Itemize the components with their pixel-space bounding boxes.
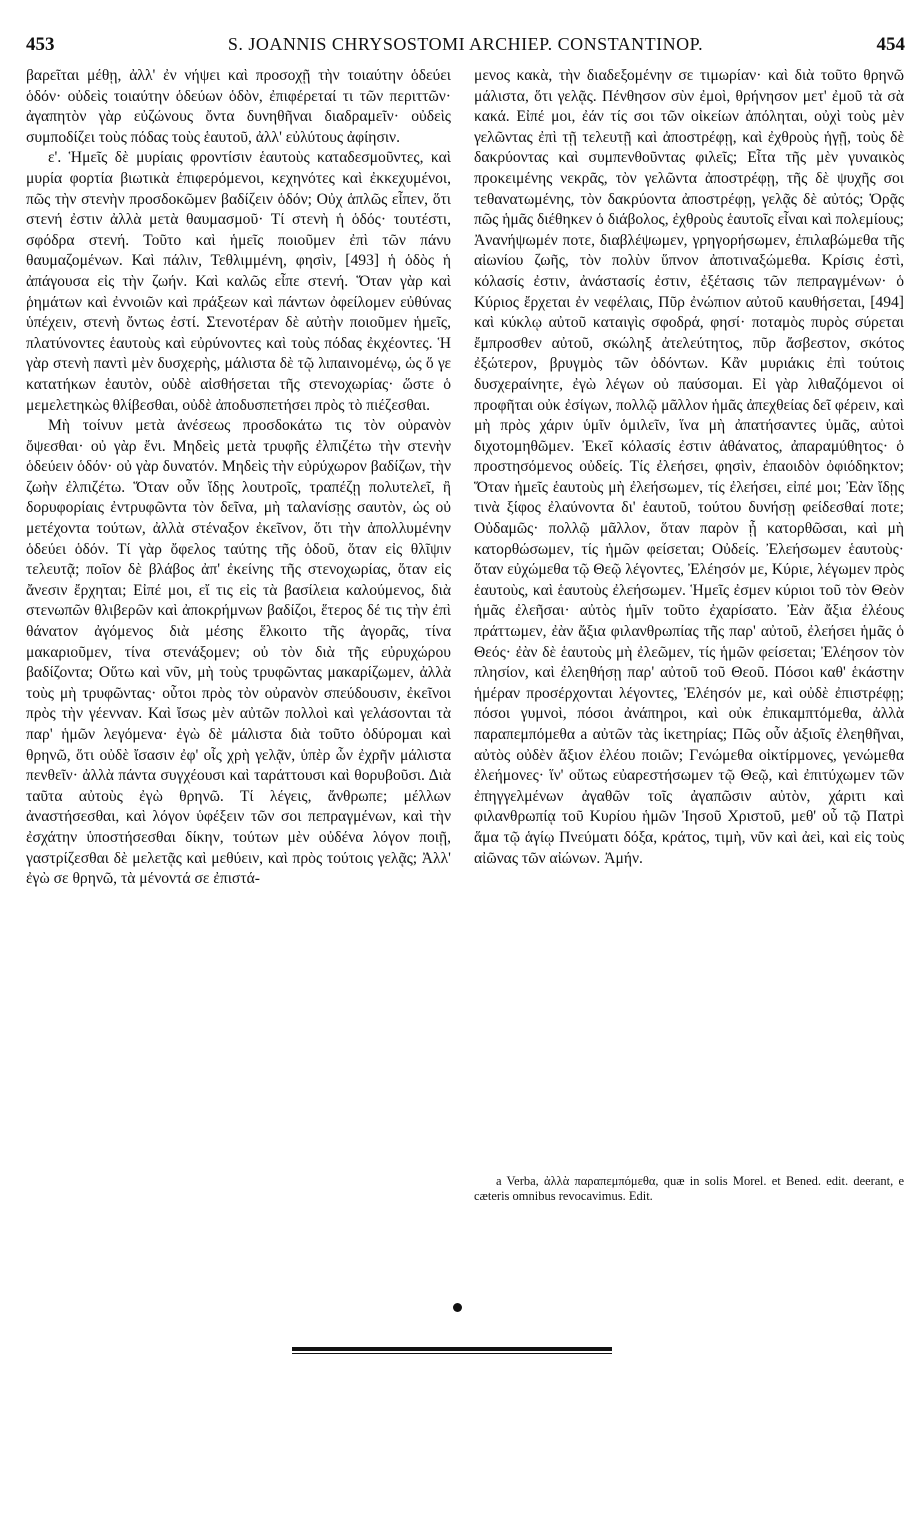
page-header	[26, 34, 905, 60]
right-paragraph-1: μενος κακὰ, τὴν διαδεξομένην σε τιμωρίαν· καὶ διὰ τοῦτο θρηνῶ μάλιστα, ὅτι γελᾷς. Πένθησον σὺν ἐμοὶ, θρήνησον μετ' ἐμοῦ τὰ σὰ κακά. Εἰπέ μοι, ἐάν τίς σοι τῶν οἰκείων ἀπόληται, οὐχὶ τοὺς μὲν γελῶντας ἐπὶ τῇ τελευτῇ καὶ ἀποστρέφῃ, καὶ ἐχθροὺς ἡγῇ, τοὺς δὲ δακρύοντας καὶ συμπενθοῦντας φιλεῖς; Εἶτα τῆς μὲν γυναικὸς προκειμένης νεκρᾶς, τὸν γελῶντα ἀποστρέφῃ, τῆς δὲ ψυχῆς σοι τεθανατωμένης, τὸν δακρύοντα ἀποστρέφῃ, γελᾷς δὲ αὐτός; Ὁρᾷς πῶς ἡμᾶς διέθηκεν ὁ διάβολος, ἐχθροὺς ἑαυτοῖς εἶναι καὶ πολεμίους; Ἀνανήψωμέν ποτε, διαβλέψωμεν, γρηγορήσωμεν, ἐπιλαβώμεθα τῆς αἰωνίου ζωῆς, τὸν πολὺν ὕπνον ἀποτιναξώμεθα. Κρίσις ἐστὶ, κόλασίς ἐστιν, ἀνάστασίς ἐστιν, ἐξέτασις τῶν πεπραγμένων· ὁ Κύριος ἔρχεται ἐν νεφέλαις, Πῦρ ἐνώπιον αὐτοῦ καυθήσεται, [494] καὶ κύκλῳ αὐτοῦ καταιγὶς σφοδρά, φησί· ποταμὸς πυρὸς σύρεται ἔμπροσθεν αὐτοῦ, σκώληξ ἀτελεύτητος, πῦρ ἄσβεστον, σκότος ἐξώτερον, βρυγμὸς τῶν ὀδόντων. Κἂν μυριάκις ἐπὶ τούτοις δυσχεραίνητε, ἐγὼ λέγων οὐ παύσομαι. Εἰ γὰρ λιθαζόμενοι οἱ προφῆται οὐκ ἐσίγων, πολλῷ μᾶλλον ἡμᾶς ἀπεχθείας δεῖ φέρειν, καὶ μὴ πρὸς χάριν ὑμῖν ὁμιλεῖν, ἵνα μὴ ἀπατήσαντες ὑμᾶς, αὐτοὶ διχοτομηθῶμεν. Ἐκεῖ κόλασίς ἐστιν ἀθάνατος, ἀπαραμύθητος· ὁ προστησόμενος οὐδείς. Τίς ἐλεήσει, φησὶν, ἐπαοιδὸν ὀφιόδηκτον; Ὅταν ἡμεῖς ἑαυτοὺς μὴ ἐλεήσωμεν, τίς ἐλεήσει, εἰπέ μοι; Ἐὰν ἴδῃς τινὰ ξίφος ἐλαύνοντα δι' ἑαυτοῦ, τούτου δυνήσῃ φείδεσθαί ποτε; Οὐδαμῶς· πολλῷ μᾶλλον, ὅταν παρὸν ᾖ κατορθῶσαι, καὶ μὴ κατορθώσωμεν, τίς ἡμῶν φείσεται; Οὐδείς. Ἐλεήσωμεν ἑαυτοὺς· ὅταν εὐχώμεθα τῷ Θεῷ λέγοντες, Ἐλέησόν με, Κύριε, λέγωμεν πρὸς ἑαυτοὺς, καὶ ἑαυτοὺς ἐλεήσωμεν. Ἡμεῖς ἐσμεν κύριοι τοῦ τὸν Θεὸν ἡμᾶς ἐλεῆσαι· αὐτὸς ἡμῖν τοῦτο ἐχαρίσατο. Ἐὰν ἄξια ἐλέους πράττωμεν, ἐὰν ἄξια φιλανθρωπίας τῆς παρ' αὐτοῦ, ἐλεήσει ἡμᾶς ὁ Θεός· ἐὰν δὲ ἑαυτοὺς μὴ ἐλεῶμεν, τίς ἡμῶν φείσεται; Ἐλέησον τὸν πλησίον, καὶ ἐλεηθήσῃ παρ' αὐτοῦ τοῦ Θεοῦ. Πόσοι καθ' ἑκάστην ἡμέραν προσέρχονται λέγοντες, Ἐλέησόν με, καὶ οὐδὲ ἐπιστρέφῃ; πόσοι γυμνοὶ, πόσοι ἀνάπηροι, καὶ οὐκ ἐπικαμπτόμεθα, ἀλλὰ παραπεμπόμεθα a αὐτῶν τὰς ἱκετηρίας; Πῶς οὖν ἀξιοῖς ἐλεηθῆναι, αὐτὸς οὐδὲν ἄξιον ἐλέου ποιῶν; Γενώμεθα οἰκτίρμονες, γενώμεθα ἐλεήμονες· ἵν' οὕτως εὐαρεστήσωμεν τῷ Θεῷ, καὶ ἐπιτύχωμεν τῶν ἐπηγγελμένων ἀγαθῶν τοῖς ἀγαπῶσιν αὐτὸν, χάριτι καὶ φιλανθρωπίᾳ τοῦ Κυρίου ἡμῶν Ἰησοῦ Χριστοῦ, μεθ' οὗ τῷ Πατρὶ ἅμα τῷ ἁγίῳ Πνεύματι δόξα, κράτος, τιμὴ, νῦν καὶ ἀεὶ, καὶ εἰς τοὺς αἰῶνας τῶν αἰώνων. Ἀμήν.	[474, 67, 904, 867]
right-column	[474, 66, 904, 869]
page-number-right: 454	[876, 34, 905, 55]
left-paragraph-3: Μὴ τοίνυν μετὰ ἀνέσεως προσδοκάτω τις τὸν οὐρανὸν ὄψεσθαι· οὐ γὰρ ἔνι. Μηδεὶς μετὰ τρυφῆς ἐλπιζέτω τὴν στενὴν ὁδεύειν ὁδόν· οὐ γὰρ δυνατόν. Μηδεὶς τὴν εὐρύχωρον βαδίζων, τὴν ζωὴν ἐλπιζέτω. Ὅταν οὖν ἴδῃς λουτροῖς, τραπέζῃ πολυτελεῖ, ἢ δορυφορίαις ἐντρυφῶντα τὸν δεῖνα, μὴ ταλανίσῃς σαυτὸν, ὡς οὐ μετέχοντα τούτων, ἀλλὰ στέναξον ἐκεῖνον, ὅτι τὴν ἀπολλυμένην ὁδεύει ὁδόν. Τί γὰρ ὄφελος ταύτης τῆς ὁδοῦ, ὅταν εἰς θλῖψιν τελευτᾷ; ποῖον δὲ βλάβος ἀπ' ἐκείνης τῆς στενοχωρίας, ὅταν εἰς ἄνεσιν ἔρχηται; Εἰπέ μοι, εἴ τις εἰς τὰ βασίλεια καλούμενος, διὰ στενωπῶν θλιβερῶν καὶ ἀποκρήμνων βαδίζοι, ἕτερος δέ τις τὴν ἐπὶ θάνατον ἀγόμενος διὰ μέσης ἕλκοιτο τῆς ἀγορᾶς, τίνα μακαριοῦμεν, τίνα στενάξομεν; οὐ τὸν διὰ τῆς εὐρυχώρου βαδίζοντα; Οὕτω καὶ νῦν, μὴ τοὺς τρυφῶντας μακαρίζωμεν, ἀλλὰ τοὺς μὴ τρυφῶντας· οὗτοι πρὸς τὸν οὐρανὸν σπεύδουσιν, ἐκεῖνοι πρὸς τὴν γέενναν. Καὶ ἴσως μὲν αὐτῶν πολλοὶ καὶ γελάσονται τὰ παρ' ἡμῶν λεγόμενα· ἐγὼ δὲ μάλιστα διὰ τοῦτο ὀδύρομαι καὶ θρηνῶ, ὅτι οὐδὲ ἴσασιν ἐφ' οἷς χρὴ γελᾷν, ὑπὲρ ὧν ἐχρῆν μάλιστα πενθεῖν· ἀλλὰ πάντα συγχέουσι καὶ ταράττουσι καὶ θορυβοῦσι. Διὰ ταῦτα αὐτοὺς ἐγὼ θρηνῶ. Τί λέγεις, ἄνθρωπε; μέλλων ἀναστήσεσθαι, καὶ λόγον ὑφέξειν τῶν σοι πεπραγμένων, καὶ τὴν ἐσχάτην ὑποστήσεσθαι δίκην, τούτων μὲν οὐδένα λόγον ποιῇ, γαστρίζεσθαι δὲ μελετᾷς καὶ μεθύειν, καὶ πρὸς τούτοις γελᾷς; Ἀλλ' ἐγὼ σε θρηνῶ, τὰ μένοντά σε ἐπιστά-	[26, 417, 451, 888]
left-paragraph-2: ε'. Ἡμεῖς δὲ μυρίαις φροντίσιν ἑαυτοὺς καταδεσμοῦντες, καὶ μυρία φορτία βιωτικὰ ἐπιφερόμενοι, κεχηνότες καὶ ἐκκεχυμένοι, πῶς τὴν στενὴν προσδοκῶμεν βαδίζειν ὁδόν; Οὐχ ἁπλῶς εἶπεν, ὅτι στενή ἐστιν ἀλλὰ μετὰ θαυμασμοῦ· Τί στενὴ ἡ ὁδός· τουτέστι, σφόδρα στενή. Τοῦτο καὶ ἡμεῖς ποιοῦμεν ἐπὶ τῶν πάνυ θαυμαζομένων. Καὶ πάλιν, Τεθλιμμένη, φησὶν, [493] ἡ ὁδὸς ἡ ἀπάγουσα εἰς τὴν ζωήν. Καὶ καλῶς εἶπε στενή. Ὅταν γὰρ καὶ ῥημάτων καὶ ἐννοιῶν καὶ πράξεων καὶ πάντων ὀφείλομεν εὐθύνας ὑπέχειν, στενὴ ὄντως ἐστί. Στενοτέραν δὲ αὐτὴν ποιοῦμεν ἡμεῖς, πλατύνοντες ἑαυτοὺς καὶ εὐρύνοντες καὶ τοὺς πόδας ἐκχέοντες. Ἡ γὰρ στενὴ παντὶ μὲν δυσχερὴς, μάλιστα δὲ τῷ λιπαινομένῳ, ὡς ὅ γε κατατήκων ἑαυτὸν, οὐδὲ αἰσθήσεται τῆς στενοχωρίας· ὥστε ὁ μεμελετηκὼς θλίβεσθαι, οὐδὲ ἀποδυσπετήσει πρὸς τὸ πιέζεσθαι.	[26, 149, 451, 414]
footnote	[474, 1174, 904, 1204]
left-column	[26, 66, 451, 890]
footnote-text: a Verba, ἀλλὰ παραπεμπόμεθα, quæ in solis Morel. et Bened. edit. deerant, e cæteris omnibus revocavimus. Edit.	[474, 1174, 904, 1203]
left-paragraph-1: βαρεῖται μέθῃ, ἀλλ' ἐν νήψει καὶ προσοχῇ τὴν τοιαύτην ὁδεύει ὁδόν· οὐδεὶς τοιαύτην ὁδεύων ὁδὸν, ἐπιφέρεταί τι τῶν περιττῶν· ἀγαπητὸν γὰρ εὐζώνους ὄντα δυνηθῆναι διαδραμεῖν· οὐδεὶς συμποδίζει τοὺς πόδας τοὺς ἑαυτοῦ, ἀλλ' εὐλύτους ἀφίησιν.	[26, 67, 451, 146]
running-title: S. JOANNIS CHRYSOSTOMI ARCHIEP. CONSTANTINOP.	[227, 34, 704, 54]
ornament-dot	[453, 1303, 462, 1312]
page-number-left: 453	[26, 34, 55, 55]
end-rule	[292, 1344, 612, 1356]
end-rule-thin	[292, 1353, 612, 1354]
end-rule-thick	[292, 1347, 612, 1351]
